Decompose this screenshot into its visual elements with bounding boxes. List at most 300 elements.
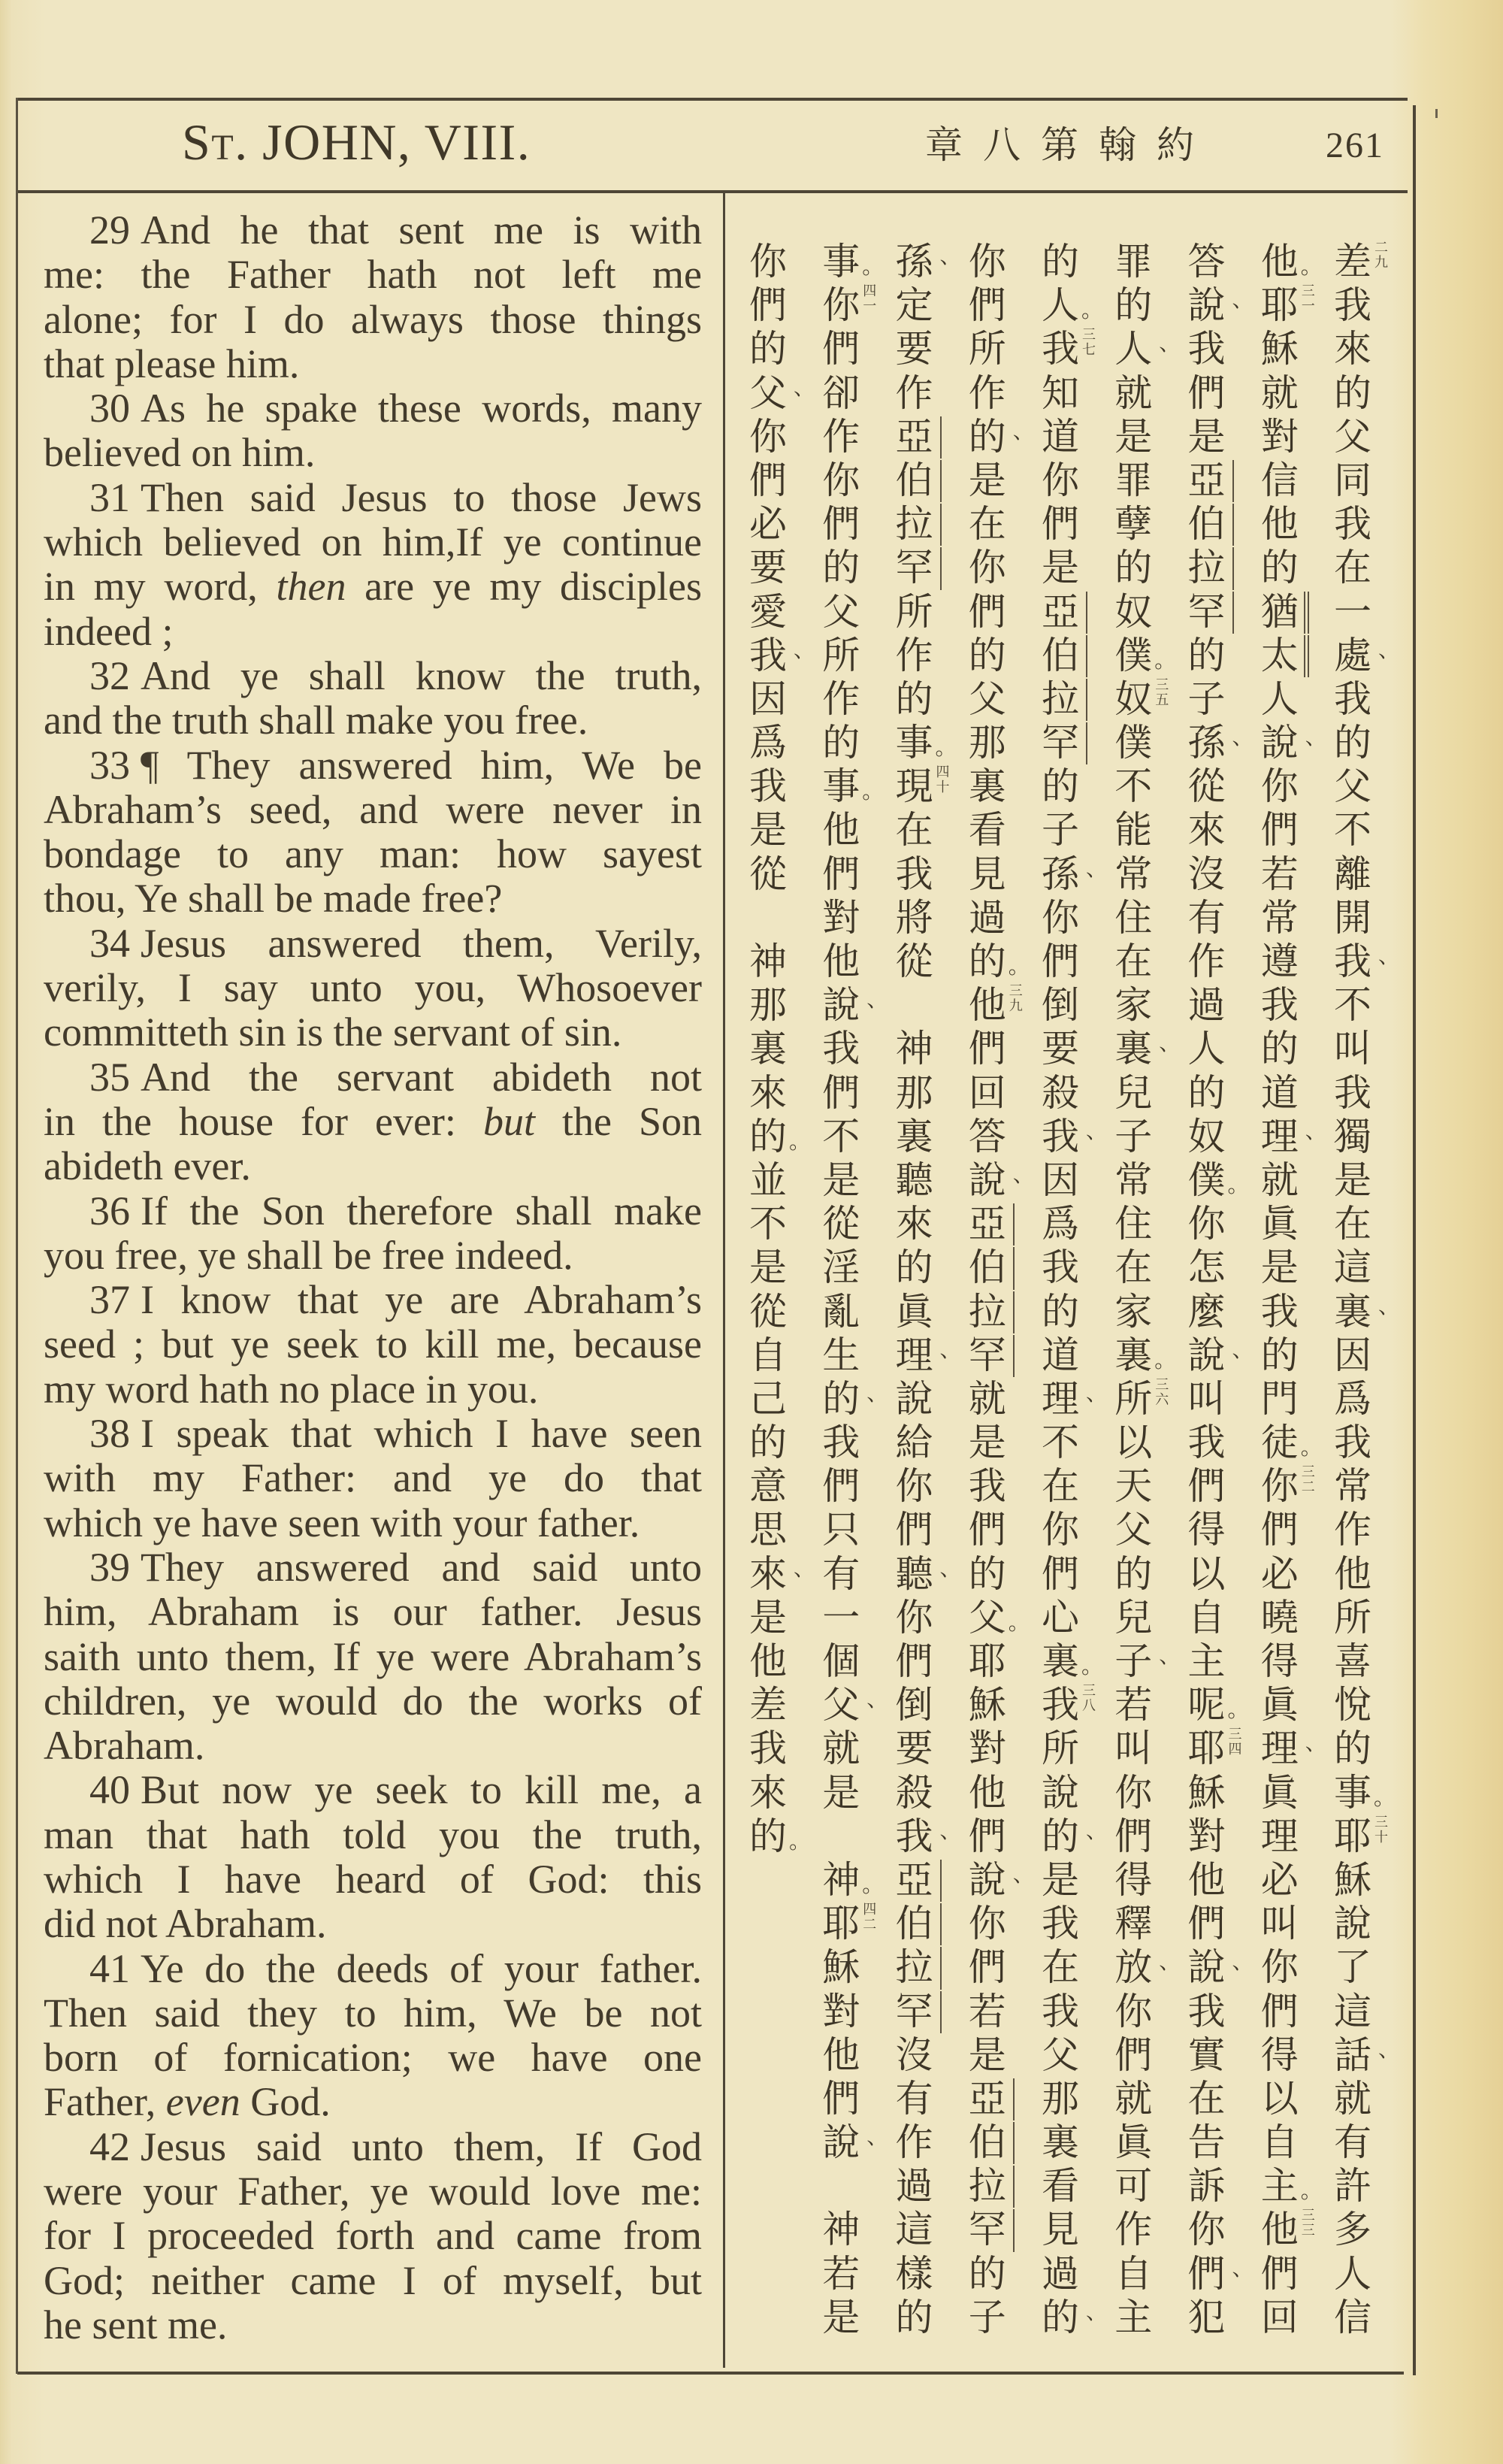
chinese-char: 只: [822, 1508, 860, 1552]
chinese-char: 回: [1260, 2295, 1299, 2339]
chinese-char: 得: [1114, 1857, 1153, 1902]
chinese-char: 我: [749, 764, 787, 809]
chinese-char: 的: [1187, 633, 1226, 677]
chinese-char: 們: [822, 852, 860, 896]
chinese-char: 主 。: [1260, 2164, 1322, 2208]
chinese-char: 你: [968, 546, 1006, 590]
chinese-char: 的: [968, 633, 1006, 677]
chinese-char: 爲: [749, 721, 787, 765]
chinese-text-column: [1183, 240, 1254, 2339]
chinese-char: 事 。: [822, 764, 884, 809]
header-bottom-rule: [17, 190, 1408, 193]
chinese-char: 是: [749, 1246, 787, 1290]
verse-marker: 三 十: [1374, 1814, 1388, 1845]
chinese-char: 道: [1042, 1333, 1079, 1377]
chinese-char: 你: [1114, 1770, 1153, 1815]
chinese-char: 在: [895, 808, 933, 852]
chinese-char: 耶 三 四: [1187, 1727, 1242, 1771]
chinese-char: 父 、: [749, 371, 815, 415]
verse-37: [44, 1278, 702, 1412]
verse-text: me: the Father hath not left me: [44, 252, 702, 298]
chinese-char: 訴: [1187, 2164, 1226, 2208]
verse-line: [44, 1768, 702, 1812]
comma-mark: 、: [1086, 855, 1108, 881]
comma-mark: 、: [1012, 1861, 1034, 1887]
verse-text: Jesus answered them, Verily,: [141, 920, 702, 966]
chinese-char: 的: [1114, 283, 1153, 328]
chinese-char: 奴 三 五: [1114, 677, 1169, 721]
chinese-char: 事 。: [822, 240, 884, 283]
verse-line: [44, 565, 702, 609]
chinese-char: 的: [895, 677, 933, 721]
verse-line: [44, 1857, 702, 1902]
chinese-char: 們: [1260, 808, 1299, 852]
chinese-char: 家: [1114, 1289, 1153, 1333]
chinese-char: 自: [1187, 1595, 1226, 1639]
chinese-char: 說 、: [1187, 283, 1254, 328]
comma-mark: 、: [794, 1555, 815, 1581]
verse-marker: 三 三: [1301, 2208, 1315, 2239]
page-number: 261: [1326, 126, 1384, 165]
chinese-char: 那: [968, 721, 1006, 765]
chinese-char: 是: [1334, 1158, 1371, 1202]
chinese-char: 能: [1114, 808, 1153, 852]
verse-text: you free, ye shall be free indeed.: [44, 1232, 573, 1278]
chinese-char: 在: [1114, 1246, 1153, 1290]
chinese-char: 怎: [1187, 1246, 1226, 1290]
verse-marker: 三 四: [1228, 1727, 1242, 1758]
chinese-char: 的 、: [1042, 1814, 1108, 1858]
period-mark: 。: [1154, 1347, 1176, 1373]
chinese-char: 父 、: [822, 1683, 888, 1727]
verse-text: indeed ;: [44, 608, 174, 654]
chinese-char: 就: [1260, 1158, 1299, 1202]
comma-mark: 、: [1232, 725, 1254, 750]
comma-mark: 、: [794, 637, 815, 662]
chinese-char: 必: [1260, 1857, 1299, 1902]
chinese-char: 裏: [968, 764, 1006, 809]
period-mark: 。: [789, 1828, 811, 1854]
verse-line: [44, 1100, 702, 1144]
chinese-char: 們: [822, 327, 860, 371]
chinese-char: 罪: [1114, 458, 1153, 502]
chinese-char: 作: [822, 414, 860, 459]
chinese-char: 對: [968, 1727, 1006, 1771]
chinese-char: 們: [749, 283, 787, 328]
chinese-char: 的: [1042, 1289, 1079, 1333]
chinese-char: 倒: [1042, 983, 1079, 1028]
chinese-char: 說: [895, 1376, 933, 1421]
chinese-char: 來: [895, 1202, 933, 1246]
chinese-char: 悅: [1334, 1683, 1371, 1727]
verse-line: [44, 2036, 702, 2080]
chinese-char: 己: [749, 1376, 787, 1421]
chinese-char: 理: [1260, 1814, 1299, 1858]
chinese-char: 那: [749, 983, 787, 1028]
chinese-char: 父: [1114, 1508, 1153, 1552]
chinese-char: 生: [822, 1333, 860, 1377]
verse-line: [44, 1278, 702, 1322]
chinese-char: 們: [1187, 1902, 1226, 1946]
chinese-char: 是: [1187, 414, 1226, 459]
chinese-char: 常: [1114, 852, 1153, 896]
chinese-text-column: [1109, 240, 1181, 2339]
chinese-char: 我: [1187, 1989, 1226, 2033]
chinese-char: 就: [1334, 2076, 1371, 2120]
chinese-char: 的: [1334, 1727, 1371, 1771]
verse-line: [44, 386, 702, 431]
verse-text: abideth ever.: [44, 1143, 251, 1189]
chinese-char: 答: [968, 1114, 1006, 1158]
verse-line: [44, 1947, 702, 1991]
chinese-char: 裏: [1042, 2120, 1079, 2165]
chinese-char: 理 、: [1042, 1376, 1108, 1421]
chinese-char: 犯: [1187, 2295, 1226, 2339]
chinese-char: 有: [895, 2076, 933, 2120]
verse-line: [44, 1189, 702, 1234]
chinese-char: 人: [1260, 677, 1299, 721]
chinese-char: 穌: [968, 1683, 1006, 1727]
verse-33: [44, 743, 702, 922]
verse-text: which believed on him,If ye continue: [44, 519, 702, 565]
chinese-char: 的: [1042, 240, 1079, 283]
chinese-char: 作: [1187, 940, 1226, 983]
chinese-char: 不: [749, 1202, 787, 1246]
proper-name-char: 罕: [891, 1990, 939, 2033]
chinese-char: 樣: [895, 2251, 933, 2296]
chinese-char: 們: [749, 458, 787, 502]
chinese-char: 我: [1042, 1246, 1079, 1290]
comma-mark: 、: [866, 1687, 888, 1712]
chinese-char: 因: [1334, 1333, 1371, 1377]
chinese-char: 看: [1042, 2164, 1079, 2208]
chinese-char: 我: [1260, 983, 1299, 1028]
comma-mark: 、: [1012, 1161, 1034, 1187]
chinese-char: 叫: [1187, 1376, 1226, 1421]
verse-text: him, Abraham is our father. Jesus: [44, 1589, 702, 1635]
chinese-char: 子: [1042, 808, 1079, 852]
chinese-char: 僕 。: [1187, 1158, 1249, 1202]
chinese-char: 將: [895, 895, 933, 940]
chinese-char: 他: [1260, 502, 1299, 546]
chinese-char: 曉: [1260, 1595, 1299, 1639]
chinese-char: 耶 三 十: [1334, 1814, 1388, 1858]
chinese-char: 一: [1334, 589, 1371, 634]
proper-name-char: 罕: [963, 1333, 1012, 1377]
proper-name-char: 拉: [963, 1290, 1012, 1333]
chinese-char: 罪: [1114, 240, 1153, 283]
proper-name-char: 亞: [1036, 590, 1084, 634]
verse-31: [44, 476, 702, 654]
verse-text: Abraham.: [44, 1723, 205, 1769]
chinese-char: 他: [822, 808, 860, 852]
chinese-char: 們: [968, 283, 1006, 328]
verse-line: [44, 698, 702, 743]
verse-text: Abraham’s seed, and were never in: [44, 786, 702, 832]
chinese-char: 孽: [1114, 502, 1153, 546]
chinese-text-column: [1256, 240, 1326, 2339]
chinese-char: 開: [1334, 895, 1371, 940]
verse-text: my word hath no place in you.: [44, 1366, 539, 1412]
verse-line: [44, 1144, 702, 1188]
chinese-char: 們: [822, 1070, 860, 1115]
chinese-char: 對: [1187, 1814, 1226, 1858]
verse-line: [44, 2169, 702, 2214]
comma-mark: 、: [1159, 1031, 1181, 1056]
chinese-char: 因: [749, 677, 787, 721]
verse-line: [44, 1991, 702, 2036]
english-column: [44, 208, 702, 2347]
chinese-char: 來 、: [749, 1551, 815, 1596]
chinese-char: 意: [749, 1464, 787, 1509]
chinese-char: 是: [822, 1158, 860, 1202]
chinese-char: 你: [895, 1464, 933, 1509]
chinese-char: 所: [895, 589, 933, 634]
chinese-char: 父: [1042, 2033, 1079, 2077]
chinese-char: 在: [1187, 2076, 1226, 2120]
chinese-char: 事 。: [1334, 1770, 1396, 1815]
margin-mark: [1435, 109, 1438, 118]
comma-mark: 、: [1086, 2299, 1108, 2324]
chinese-char: 們: [968, 589, 1006, 634]
chinese-char: 殺: [895, 1770, 933, 1815]
chinese-char: 的: [749, 1421, 787, 1465]
verse-text: God.: [240, 2079, 331, 2125]
chinese-char: 們: [1260, 1508, 1299, 1552]
chinese-char: 在: [1114, 940, 1153, 983]
comma-mark: 、: [794, 374, 815, 400]
chinese-char: 們: [1042, 940, 1079, 983]
verse-39: [44, 1545, 702, 1768]
chinese-char: 兒: [1114, 1070, 1153, 1115]
verse-text: verily, I say unto you, Whosoever: [44, 965, 702, 1011]
proper-name-char: 伯: [1036, 634, 1084, 677]
comma-mark: 、: [1378, 637, 1400, 662]
verse-line: [44, 520, 702, 565]
chinese-char: 奴: [1187, 1114, 1226, 1158]
verse-line: [44, 2259, 702, 2303]
verse-text: Father,: [44, 2079, 166, 2125]
chinese-char: 是: [749, 808, 787, 852]
italic-word: then: [276, 564, 346, 610]
proper-name-char: 拉: [891, 502, 939, 546]
verse-text: And ye shall know the truth,: [141, 652, 702, 698]
verse-line: [44, 2303, 702, 2347]
verse-text: I know that ye are Abraham’s: [141, 1277, 702, 1323]
verse-line: [44, 1635, 702, 1679]
comma-mark: 、: [1159, 1949, 1181, 1975]
chinese-char: 來: [749, 1770, 787, 1815]
chinese-char: 我: [749, 1727, 787, 1771]
chinese-char: 就: [1260, 371, 1299, 415]
chinese-char: 從: [749, 852, 787, 896]
chinese-char: 你: [1114, 1989, 1153, 2033]
chinese-char: 常: [1334, 1464, 1371, 1509]
chinese-char: 就: [822, 1727, 860, 1771]
verse-text: believed on him.: [44, 430, 316, 476]
verse-text: thou, Ye shall be made free?: [44, 876, 503, 922]
page-bottom-rule: [17, 2372, 1404, 2375]
chinese-char: 定: [895, 283, 933, 328]
verse-line: [44, 966, 702, 1010]
chinese-char: 自: [749, 1333, 787, 1377]
chinese-char: 他: [749, 1639, 787, 1683]
verse-text: man that hath told you the truth,: [44, 1812, 702, 1857]
verse-text: They answered and said unto: [141, 1544, 702, 1590]
verse-text: But now ye seek to kill me, a: [141, 1767, 702, 1813]
verse-text: the Son: [534, 1098, 702, 1144]
chinese-char: 作: [1114, 2208, 1153, 2252]
chinese-char: 作: [968, 371, 1006, 415]
chinese-char: 的 。: [968, 940, 1030, 983]
chinese-char: 子 、: [1114, 1639, 1181, 1683]
verse-line: [44, 2214, 702, 2258]
verse-line: [44, 743, 702, 788]
chinese-char: 眞: [1260, 1202, 1299, 1246]
verse-41: [44, 1947, 702, 2125]
chinese-text-column: [1036, 240, 1108, 2339]
chinese-char: 過: [895, 2164, 933, 2208]
proper-name-char: 罕: [1036, 721, 1084, 764]
chinese-char: 徒 。: [1260, 1421, 1322, 1465]
verse-line: [44, 1902, 702, 1946]
chinese-char: 得: [1187, 1508, 1226, 1552]
verse-line: [44, 1545, 702, 1590]
chinese-char: 穌: [1187, 1770, 1226, 1815]
verse-number: 33: [89, 742, 130, 788]
chinese-char: 我 三 八: [1042, 1683, 1096, 1727]
chinese-char: 聽 、: [895, 1551, 961, 1596]
verse-line: [44, 2080, 702, 2124]
running-title-english: St. JOHN, VIII.: [182, 114, 531, 171]
chinese-char: 個: [822, 1639, 860, 1683]
chinese-char: 們 、: [1187, 2251, 1254, 2296]
verse-marker: 三 一: [1301, 283, 1315, 315]
chinese-char: 這: [1334, 1989, 1371, 2033]
chinese-char: 作: [895, 2120, 933, 2165]
verse-line: [44, 1055, 702, 1100]
comma-mark: 、: [866, 987, 888, 1013]
verse-text: Then said they to him, We be not: [44, 1990, 702, 2036]
chinese-char: 可: [1114, 2164, 1153, 2208]
chinese-char: 常: [1260, 895, 1299, 940]
comma-mark: 、: [939, 1336, 961, 1362]
chinese-char: 說 、: [968, 1857, 1034, 1902]
verse-text: As he spake these words, many: [141, 386, 702, 431]
chinese-char: 是: [1042, 1857, 1079, 1902]
chinese-char: 是: [968, 1421, 1006, 1465]
chinese-char: 得: [1260, 1639, 1299, 1683]
chinese-char: 們: [895, 1508, 933, 1552]
verse-marker: 二 九: [1374, 240, 1388, 271]
verse-marker: 三 八: [1082, 1683, 1096, 1715]
chinese-char: 現 四 十: [895, 764, 950, 809]
chinese-char: 我 三 七: [1042, 327, 1096, 371]
chinese-char: 孫 、: [895, 240, 961, 283]
column-divider: [723, 193, 725, 2368]
chinese-char: 他 三 九: [968, 983, 1023, 1028]
verse-text: I speak that which I have seen: [141, 1411, 702, 1457]
chinese-char: 從: [1187, 764, 1226, 809]
chinese-char: 的: [749, 327, 787, 371]
chinese-text-column: [891, 240, 961, 2339]
chinese-char: 這: [1334, 1246, 1371, 1290]
period-mark: 。: [862, 1872, 884, 1897]
chinese-char: 我: [1187, 1421, 1226, 1465]
chinese-char: 們: [968, 1945, 1006, 1990]
chinese-char: 耶: [968, 1639, 1006, 1683]
chinese-char: 過: [1187, 983, 1226, 1028]
chinese-char: 神 。: [822, 1857, 884, 1902]
chinese-char: 我: [822, 1421, 860, 1465]
chinese-char: 爲: [1334, 1376, 1371, 1421]
chinese-char: 眞: [1114, 2120, 1153, 2165]
chinese-char: 父: [968, 677, 1006, 721]
verse-number: 31: [89, 474, 130, 520]
chinese-char: 我 、: [1334, 940, 1400, 983]
chinese-char: 的: [1114, 546, 1153, 590]
proper-name-char: 拉: [1183, 546, 1231, 589]
chinese-char: 你: [749, 414, 787, 459]
chinese-char: 有: [1187, 895, 1226, 940]
verse-line: [44, 253, 702, 297]
verse-text: Ye do the deeds of your father.: [141, 1945, 702, 1991]
chinese-char: 信: [1334, 2295, 1371, 2339]
verse-marker: 四 十: [936, 764, 950, 796]
chinese-char: 就: [1114, 371, 1153, 415]
period-mark: 。: [862, 254, 884, 279]
chinese-char: 不: [1042, 1421, 1079, 1465]
chinese-char: 若: [822, 2251, 860, 2296]
chinese-char: 們: [1187, 1464, 1226, 1509]
chinese-char: 多: [1334, 2208, 1371, 2252]
verse-text: which ye have seen with your father.: [44, 1500, 640, 1545]
chinese-char: 穌: [822, 1945, 860, 1990]
chinese-char: 耶 三 一: [1260, 283, 1315, 328]
chinese-char: 是: [1114, 414, 1153, 459]
chinese-char: 我: [968, 1464, 1006, 1509]
proper-name-char: 伯: [1183, 502, 1231, 546]
chinese-char: 見: [968, 852, 1006, 896]
chinese-char: 父: [1334, 414, 1371, 459]
period-mark: 。: [1227, 1697, 1249, 1723]
chinese-char: 僕: [1114, 721, 1153, 765]
chinese-char: 們: [1260, 2251, 1299, 2296]
chinese-char: 家: [1114, 983, 1153, 1028]
chinese-char: 你: [895, 1595, 933, 1639]
chinese-char: 的 。: [749, 1814, 811, 1858]
chinese-char: 理 、: [1260, 1727, 1326, 1771]
chinese-char: 並: [749, 1158, 787, 1202]
chinese-char: 他 。: [1260, 240, 1322, 283]
honorific-space: [744, 896, 792, 940]
verse-line: [44, 298, 702, 342]
chinese-char: 我: [1260, 1289, 1299, 1333]
chinese-char: 我: [1334, 1070, 1371, 1115]
verse-text: God; neither came I of myself, but: [44, 2257, 702, 2303]
comma-mark: 、: [1232, 1336, 1254, 1362]
period-mark: 。: [1300, 1435, 1322, 1461]
verse-number: 39: [89, 1544, 130, 1590]
chinese-char: 們: [968, 1027, 1006, 1071]
chinese-char: 給: [895, 1421, 933, 1465]
chinese-char: 以: [1114, 1421, 1153, 1465]
chinese-char: 獨: [1334, 1114, 1371, 1158]
chinese-char: 過: [1042, 2251, 1079, 2296]
comma-mark: 、: [1305, 1118, 1326, 1143]
chinese-char: 就: [1114, 2076, 1153, 2120]
chinese-char: 穌: [1260, 327, 1299, 371]
